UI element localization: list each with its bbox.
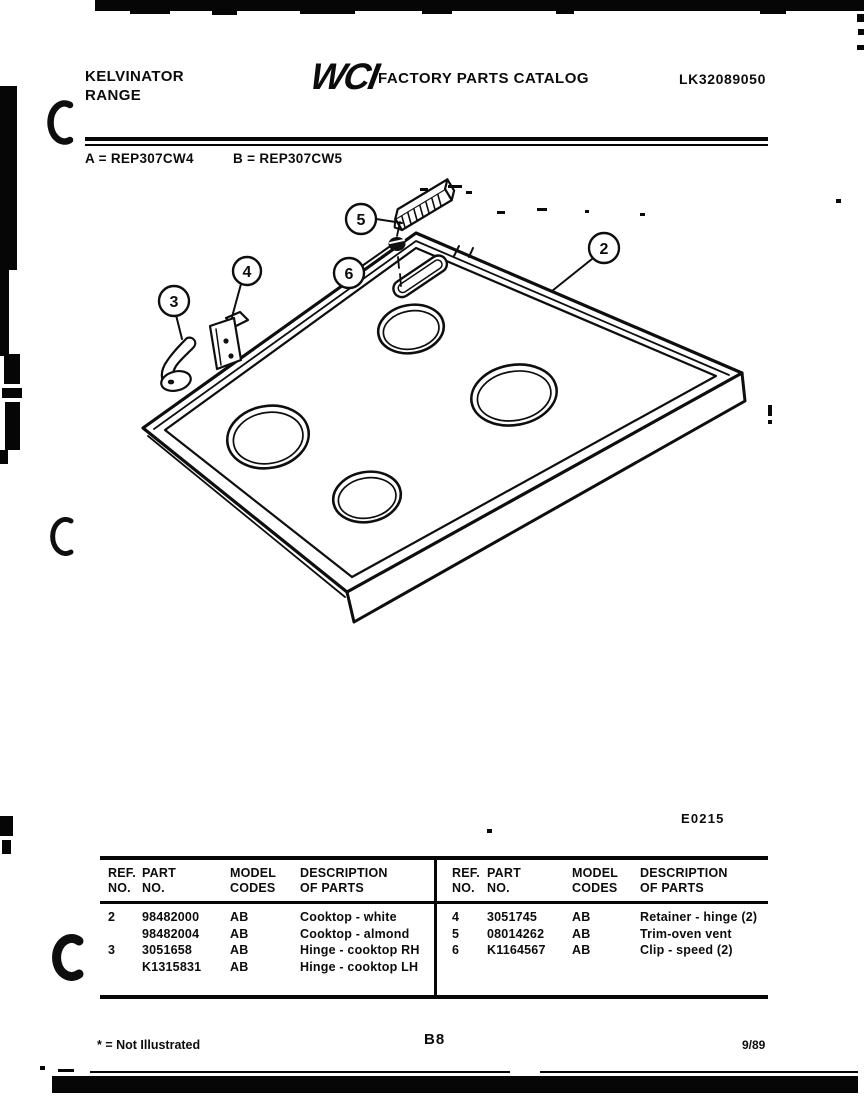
- part-hinge-hook: [159, 338, 195, 394]
- model-code-a: A = REP307CW4: [85, 151, 194, 166]
- svg-text:3: 3: [169, 294, 179, 311]
- col-model: MODEL CODES: [572, 866, 619, 895]
- part-desc: Trim-oven vent: [640, 926, 732, 941]
- model-code: AB: [230, 926, 249, 941]
- model-code: AB: [230, 959, 249, 974]
- part-vent-trim: [387, 179, 457, 232]
- callout-2: [589, 233, 619, 263]
- table-border-bottom: [100, 995, 768, 999]
- parts-table-right-rows: [448, 909, 766, 959]
- model-code: AB: [230, 943, 249, 957]
- part-desc: Clip - speed (2): [640, 943, 733, 957]
- brand-line1: KELVINATOR: [85, 68, 185, 85]
- punch-hole-middle: [53, 520, 71, 554]
- model-code-b: B = REP307CW5: [233, 151, 343, 166]
- parts-table-left-header: [104, 866, 432, 896]
- punch-hole-top: [51, 104, 70, 142]
- catalog-title: FACTORY PARTS CATALOG: [378, 70, 590, 87]
- part-desc: Hinge - cooktop LH: [300, 959, 419, 974]
- model-code: AB: [230, 910, 249, 924]
- svg-text:6: 6: [344, 266, 354, 283]
- callout-5: [346, 204, 376, 234]
- part-no: 98482000: [142, 910, 200, 924]
- part-desc: Hinge - cooktop RH: [300, 943, 420, 957]
- col-desc: DESCRIPTION OF PARTS: [300, 866, 388, 895]
- figure-code: E0215: [681, 811, 725, 826]
- ref-no: 4: [452, 910, 460, 924]
- ref-no: 6: [452, 943, 460, 957]
- col-model: MODEL CODES: [230, 866, 277, 895]
- model-code: AB: [572, 910, 591, 924]
- not-illustrated-note: * = Not Illustrated: [97, 1038, 201, 1052]
- part-desc: Cooktop - almond: [300, 926, 410, 941]
- model-code: AB: [572, 926, 591, 941]
- brand-line2: RANGE: [85, 87, 142, 104]
- callout-4: [233, 257, 261, 285]
- page-number: B8: [424, 1031, 446, 1048]
- part-no: 3051745: [487, 910, 538, 924]
- punch-hole-bottom: [57, 938, 79, 976]
- callout-6: [334, 258, 364, 288]
- wci-logo: WCI: [307, 56, 381, 97]
- ref-no: 5: [452, 926, 460, 941]
- svg-text:2: 2: [599, 241, 609, 258]
- model-code: AB: [572, 943, 591, 957]
- part-desc: Cooktop - white: [300, 910, 397, 924]
- part-desc: Retainer - hinge (2): [640, 910, 758, 924]
- ref-no: 2: [108, 910, 116, 924]
- col-part: PART NO.: [142, 866, 176, 895]
- col-ref: REF. NO.: [452, 866, 480, 895]
- part-no: 08014262: [487, 926, 545, 941]
- part-no: K1315831: [142, 959, 202, 974]
- col-desc: DESCRIPTION OF PARTS: [640, 866, 728, 895]
- ref-no: [104, 926, 142, 943]
- catalog-number: LK32089050: [679, 71, 766, 87]
- part-no: K1164567: [487, 943, 546, 957]
- part-no: 3051658: [142, 943, 193, 957]
- parts-table-right-header: [448, 866, 766, 896]
- svg-text:4: 4: [242, 264, 252, 281]
- ref-no: 3: [108, 943, 116, 957]
- callout-3: [159, 286, 189, 316]
- svg-text:5: 5: [356, 212, 366, 229]
- col-ref: REF. NO.: [108, 866, 136, 895]
- col-part: PART NO.: [487, 866, 521, 895]
- date-code: 9/89: [742, 1038, 766, 1052]
- table-center-divider: [434, 856, 437, 999]
- part-no: 98482004: [142, 926, 200, 941]
- ref-no: [104, 959, 142, 976]
- parts-table-left-rows: [104, 909, 432, 975]
